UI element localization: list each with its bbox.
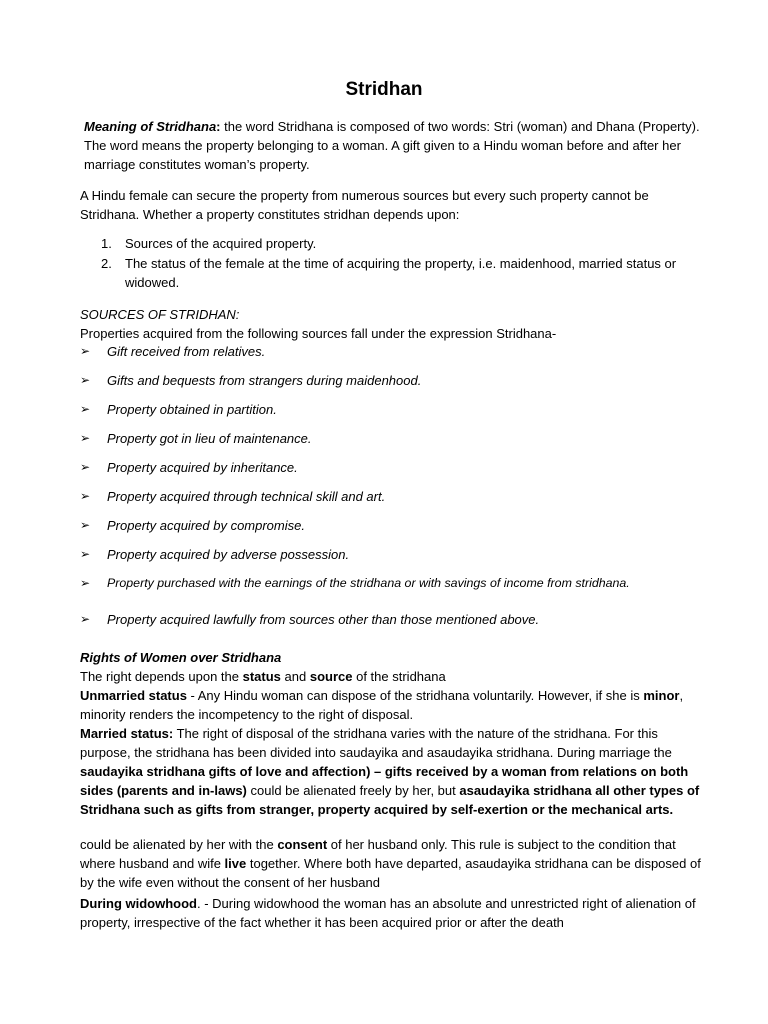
widowhood-label: During widowhood [80, 896, 197, 911]
saudayika-text: saudayika stridhana gifts of love and affection) – gifts received by a woman from relations on both sides (parents and in-laws) [80, 764, 689, 798]
text-run: , minority renders the incompetency to the right of disposal. [80, 688, 684, 722]
arrowhead-bullet-icon: ➢ [80, 402, 91, 416]
text-run: The right of disposal of the stridhana varies with the nature of the stridhana. For this purpose, the stridhana has been divided into saudayika and asaudayika stridhana. During marriage the [80, 726, 672, 760]
depends-on-list [80, 234, 680, 293]
meaning-label: Meaning of Stridhana [84, 119, 217, 134]
source-keyword: source [309, 669, 353, 684]
list-item [80, 234, 680, 253]
source-item-text: Property obtained in partition. [107, 402, 277, 417]
rights-depends [80, 667, 705, 686]
list-text: Sources of the acquired property. [125, 236, 317, 251]
rights-heading: Rights of Women over Stridhana [80, 650, 282, 665]
source-item-text: Gift received from relatives. [107, 344, 266, 359]
unmarried-label: Unmarried status [80, 688, 187, 703]
arrowhead-bullet-icon: ➢ [80, 518, 91, 532]
sources-heading: SOURCES OF STRIDHAN: [80, 307, 240, 322]
intro-paragraph [80, 186, 705, 224]
source-item-text: Property purchased with the earnings of the stridhana or with savings of income from stridhana. [107, 576, 630, 590]
text-run: . - During widowhood the woman has an absolute and unrestricted right of alienation of property, irrespective of the fact whether it has been acquired prior or after the death [80, 896, 696, 930]
minor-keyword: minor [643, 688, 680, 703]
arrowhead-bullet-icon: ➢ [80, 344, 91, 358]
asaudayika-text: asaudayika stridhana all other types of Stridhana such as gifts from stranger, property acquired by self-exertion or the mechanical arts. [80, 783, 700, 817]
text-run: and [280, 669, 310, 684]
source-item-text: Property acquired lawfully from sources other than those mentioned above. [107, 612, 540, 627]
source-item-text: Property acquired through technical skill and art. [107, 489, 386, 504]
source-item-text: Property got in lieu of maintenance. [107, 431, 312, 446]
list-number: 1. [101, 236, 112, 251]
arrowhead-bullet-icon: ➢ [80, 460, 91, 474]
source-item-text: Property acquired by compromise. [107, 518, 305, 533]
page-title: Stridhan [345, 79, 423, 100]
arrowhead-bullet-icon: ➢ [80, 576, 91, 590]
sources-section [80, 305, 705, 343]
text-run: could be alienated freely by her, but [246, 783, 460, 798]
married-label: Married status: [80, 726, 174, 741]
text-run: - Any Hindu woman can dispose of the stridhana voluntarily. However, if she is [186, 688, 644, 703]
status-keyword: status [242, 669, 281, 684]
text-run: of the stridhana [352, 669, 446, 684]
consent-paragraph [80, 835, 705, 892]
text-run: together. Where both have departed, asaudayika stridhana can be disposed of by the wife even without the consent of her husband [80, 856, 701, 890]
married-paragraph [80, 724, 705, 819]
live-keyword: live [224, 856, 247, 871]
arrowhead-bullet-icon: ➢ [80, 489, 91, 503]
list-number: 2. [101, 256, 112, 271]
sources-intro: Properties acquired from the following sources fall under the expression Stridhana- [80, 326, 557, 341]
widowhood-paragraph [80, 894, 705, 932]
intro-text: A Hindu female can secure the property from numerous sources but every such property cannot be Stridhana. Whether a property constitutes stridhan depends upon: [80, 188, 649, 222]
source-item-text: Gifts and bequests from strangers during maidenhood. [107, 373, 422, 388]
text-run: The right depends upon the [80, 669, 243, 684]
text-run: of her husband only. This rule is subject to the condition that where husband and wife [80, 837, 676, 871]
arrowhead-bullet-icon: ➢ [80, 547, 91, 561]
meaning-paragraph [80, 117, 705, 174]
list-item [80, 254, 680, 292]
arrowhead-bullet-icon: ➢ [80, 373, 91, 387]
rights-section [80, 648, 705, 819]
meaning-colon: : [216, 119, 221, 134]
source-item-text: Property acquired by adverse possession. [107, 547, 350, 562]
meaning-text: the word Stridhana is composed of two words: Stri (woman) and Dhana (Property). The word means the property belonging to a woman. A gift given to a Hindu woman before and after her marriage constitutes woman’s property. [84, 119, 700, 172]
arrowhead-bullet-icon: ➢ [80, 612, 91, 626]
source-item-text: Property acquired by inheritance. [107, 460, 298, 475]
arrowhead-bullet-icon: ➢ [80, 431, 91, 445]
consent-keyword: consent [277, 837, 328, 852]
unmarried-paragraph [80, 686, 705, 724]
text-run: could be alienated by her with the [80, 837, 278, 852]
list-text: The status of the female at the time of acquiring the property, i.e. maidenhood, married status or widowed. [125, 256, 677, 290]
